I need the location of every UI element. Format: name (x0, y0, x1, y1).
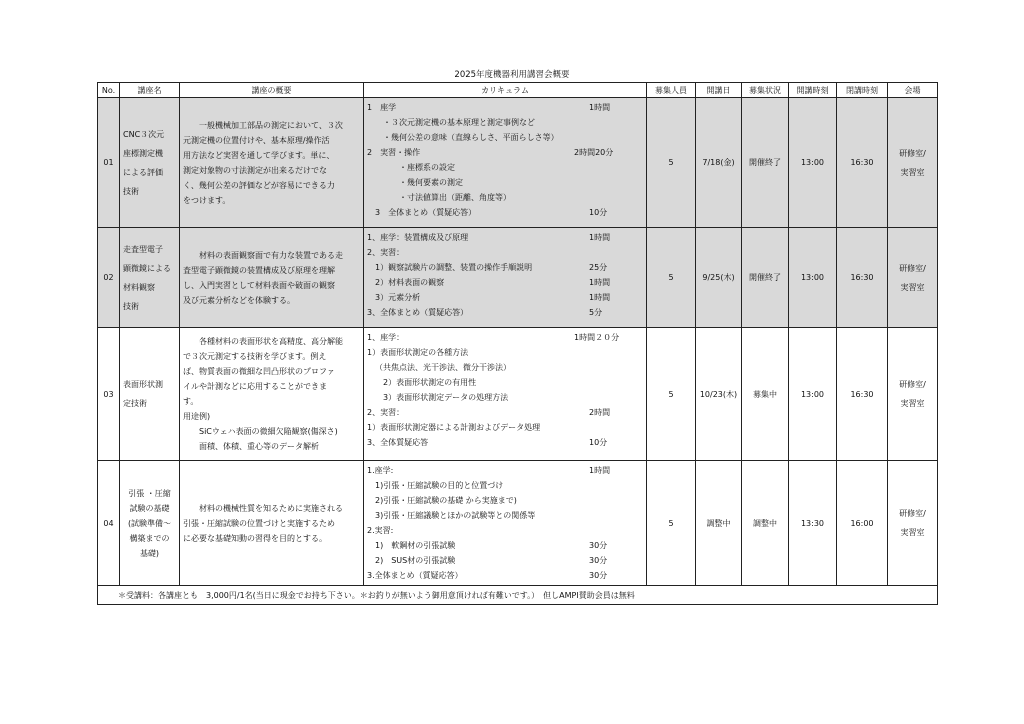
page-title: 2025年度機器利用講習会概要 (454, 70, 570, 80)
curriculum-item (367, 230, 643, 245)
venue-line: 実習室 (900, 399, 925, 408)
capacity: 5 (647, 461, 696, 586)
curriculum-item (367, 145, 643, 160)
overview-line: す。 (183, 397, 199, 406)
curriculum-text: 2 実習・操作 (367, 148, 421, 157)
curriculum-item (367, 130, 643, 145)
course-name-line: 表面形状測 (123, 380, 163, 389)
overview-line: 材料の表面観察面で有力な装置である走 (199, 250, 343, 260)
curriculum-item (367, 478, 643, 493)
course-name-line: 技術 (123, 301, 139, 311)
course-overview (180, 228, 364, 328)
start-time: 13:00 (789, 98, 837, 228)
curriculum-item (367, 508, 643, 523)
overview-line: で３次元測定する技術を学びます。例え (183, 352, 327, 361)
course-name-line: 顕微鏡による (123, 263, 171, 273)
curriculum-duration: 2時間20分 (574, 148, 614, 157)
course-overview (180, 98, 364, 228)
course-date: 7/18(金) (696, 98, 742, 228)
status-badge: 開催終了 (742, 228, 789, 328)
curriculum-item (367, 290, 643, 305)
curriculum-text: 2.実習: (367, 526, 394, 535)
table-row (98, 228, 938, 328)
curriculum-text: 3)引張・圧縮議験とほかの試験等との関係等 (375, 511, 536, 520)
curriculum-list (367, 463, 643, 583)
end-time: 16:30 (837, 98, 888, 228)
overview-line: 一般機械加工部品の測定において、３次 (199, 120, 343, 130)
course-name-line: 基礎) (139, 548, 160, 558)
venue (888, 228, 938, 328)
overview-line: 面積、体積、重心等のデータ解析 (199, 442, 319, 451)
venue-line: 研修室/ (899, 263, 926, 273)
course-curriculum (364, 228, 647, 328)
curriculum-text: ・３次元測定機の基本原理と測定事例など (383, 118, 535, 127)
course-name-line: 試験の基礎 (129, 503, 170, 513)
curriculum-text: 2）表面形状測定の有用性 (383, 378, 477, 387)
course-name-line: 定技術 (123, 399, 147, 408)
header-course-name: 講座名 (120, 83, 180, 98)
curriculum-item (367, 205, 643, 220)
overview-line: 材料の機械性質を知るために実施される (199, 503, 343, 513)
end-time: 16:00 (837, 461, 888, 586)
start-time: 13:00 (789, 228, 837, 328)
curriculum-text: 3 全体まとめ（質疑応答） (375, 208, 477, 217)
curriculum-duration: 5分 (589, 308, 603, 317)
table-row (98, 461, 938, 586)
curriculum-duration: 25分 (589, 263, 608, 272)
overview-line: 測定対象物の寸法測定が出来るだけでな (183, 165, 327, 175)
overview-line: に必要な基礎知動の習得を目的とする。 (183, 533, 327, 543)
curriculum-text: 2）材料表面の観察 (375, 278, 445, 287)
venue-line: 研修室/ (899, 509, 926, 518)
curriculum-text: 3、全体まとめ（質疑応答） (367, 308, 469, 317)
curriculum-item (367, 305, 643, 320)
course-no: 01 (98, 98, 120, 228)
course-date: 調整中 (696, 461, 742, 586)
curriculum-text: 3）元素分析 (375, 293, 421, 302)
curriculum-text: 3、全体質疑応答 (367, 438, 429, 447)
curriculum-item (367, 360, 643, 375)
header-venue: 会場 (888, 83, 938, 98)
curriculum-text: 2、実習： (367, 408, 405, 417)
curriculum-text: ・幾何公差の意味（直線らしさ、平面らしさ等） (383, 133, 559, 142)
curriculum-item (367, 493, 643, 508)
curriculum-text: 2) SUS材の引張試験 (375, 556, 456, 565)
course-name-line: (試験準備～ (127, 518, 172, 528)
curriculum-text: （共焦点法、光干渉法、微分干渉法） (375, 363, 511, 372)
table-row (98, 328, 938, 461)
curriculum-duration: 1時間 (589, 233, 611, 242)
curriculum-item (367, 568, 643, 583)
venue-line: 実習室 (900, 167, 925, 177)
course-name (120, 328, 180, 461)
overview-line: をつけます。 (183, 195, 231, 205)
header-row (98, 83, 938, 98)
curriculum-text: 2、実習： (367, 248, 405, 257)
footer-row (98, 586, 938, 605)
venue-line: 実習室 (900, 528, 925, 537)
course-overview (180, 461, 364, 586)
curriculum-item (367, 463, 643, 478)
header-end-time: 閉講時刻 (837, 83, 888, 98)
table-row (98, 98, 938, 228)
curriculum-item (367, 275, 643, 290)
curriculum-text: 1.座学: (367, 466, 394, 475)
curriculum-item (367, 245, 643, 260)
overview-line: し、入門実習として材料表面や破面の観察 (183, 280, 335, 290)
curriculum-duration: 1時間２０分 (574, 333, 620, 342)
curriculum-text: ・寸法値算出（距離、角度等） (399, 193, 511, 202)
capacity: 5 (647, 98, 696, 228)
curriculum-text: ・幾何要素の測定 (399, 178, 463, 187)
course-name (120, 461, 180, 586)
overview-line: 各種材料の表面形状を高精度、高分解能 (199, 337, 343, 346)
venue-line: 実習室 (900, 282, 925, 292)
course-name-line: 走査型電子 (123, 244, 163, 254)
end-time: 16:30 (837, 228, 888, 328)
curriculum-text: 3）表面形状測定データの処理方法 (383, 393, 509, 402)
curriculum-duration: 2時間 (589, 408, 611, 417)
curriculum-item (367, 175, 643, 190)
curriculum-item (367, 553, 643, 568)
course-curriculum (364, 328, 647, 461)
course-date: 9/25(木) (696, 228, 742, 328)
curriculum-duration: 1時間 (589, 466, 611, 475)
course-curriculum (364, 461, 647, 586)
fee-note: ＊受講料：各講座とも 3,000円/1名(当日に現金でお持ち下さい。＊お釣りが無いよう御用意頂ければ有難いです。） 但しAMPI賛助会員は無料 (98, 586, 938, 605)
curriculum-text: 1）表面形状測定の各種方法 (367, 348, 469, 357)
curriculum-duration: 10分 (589, 438, 608, 447)
overview-line: SiCウェハ表面の微細欠陥観察(傷深さ) (199, 427, 338, 436)
curriculum-item (367, 435, 643, 450)
course-name-line: 引張 ・圧縮 (128, 488, 171, 498)
course-overview (180, 328, 364, 461)
status-badge: 募集中 (742, 328, 789, 461)
curriculum-item (367, 190, 643, 205)
overview-line: イルや計測などに応用することができま (183, 382, 327, 391)
course-name-line: CNC３次元 (123, 129, 165, 139)
venue (888, 98, 938, 228)
header-no: No. (98, 83, 120, 98)
curriculum-item (367, 375, 643, 390)
capacity: 5 (647, 228, 696, 328)
curriculum-text: 1）表面形状測定器による計測およびデータ処理 (367, 423, 541, 432)
overview-line: 及び元素分析などを体験する。 (183, 295, 295, 305)
curriculum-item (367, 523, 643, 538)
overview-line: 引張・圧縮試験の位置づけと実施するため (183, 518, 335, 528)
curriculum-list (367, 230, 643, 320)
course-name-line: 技術 (123, 186, 139, 196)
curriculum-text: 1）観察試験片の調整、装置の操作手順説明 (375, 263, 533, 272)
curriculum-item (367, 115, 643, 130)
course-name-line: による評価 (123, 167, 163, 177)
venue (888, 328, 938, 461)
overview-line: ば、物質表面の微細な凹凸形状のプロファ (183, 367, 335, 376)
course-date: 10/23(木) (696, 328, 742, 461)
curriculum-list (367, 330, 643, 450)
curriculum-item (367, 330, 643, 345)
status-badge: 調整中 (742, 461, 789, 586)
curriculum-text: 3.全体まとめ（質疑応答） (367, 571, 463, 580)
curriculum-text: 1)引張・圧縮試験の目的と位置づけ (375, 481, 504, 490)
overview-line: 用方法など実習を通して学びます。単に、 (183, 150, 335, 160)
overview-line: く、幾何公差の評価などが容易にできる力 (183, 180, 335, 190)
start-time: 13:00 (789, 328, 837, 461)
curriculum-duration: 10分 (589, 208, 608, 217)
curriculum-list (367, 100, 643, 220)
header-overview: 講座の概要 (180, 83, 364, 98)
venue (888, 461, 938, 586)
venue-line: 研修室/ (899, 148, 926, 158)
curriculum-item (367, 260, 643, 275)
overview-line: 元測定機の位置付けや、基本原理/操作活 (183, 135, 330, 145)
curriculum-text: ・座標系の設定 (399, 163, 455, 172)
curriculum-item (367, 345, 643, 360)
curriculum-text: 1、座学：装置構成及び原理 (367, 233, 469, 242)
header-capacity: 募集人員 (647, 83, 696, 98)
course-name (120, 98, 180, 228)
header-start-time: 開講時刻 (789, 83, 837, 98)
curriculum-duration: 30分 (589, 541, 608, 550)
curriculum-item (367, 405, 643, 420)
start-time: 13:30 (789, 461, 837, 586)
header-status: 募集状況 (742, 83, 789, 98)
curriculum-text: 1) 軟鋼材の引張試験 (375, 541, 456, 550)
curriculum-duration: 30分 (589, 556, 608, 565)
curriculum-item (367, 538, 643, 553)
curriculum-duration: 30分 (589, 571, 608, 580)
capacity: 5 (647, 328, 696, 461)
curriculum-text: 2)引張・圧縮試験の基礎 から実施まで) (375, 496, 517, 505)
curriculum-item (367, 100, 643, 115)
course-no: 03 (98, 328, 120, 461)
curriculum-duration: 1時間 (589, 103, 611, 112)
curriculum-duration: 1時間 (589, 293, 611, 302)
curriculum-text: 1 座学 (367, 103, 397, 112)
course-curriculum (364, 98, 647, 228)
course-name (120, 228, 180, 328)
curriculum-text: 1、座学： (367, 333, 405, 342)
course-name-line: 構築までの (129, 533, 170, 543)
venue-line: 研修室/ (899, 380, 926, 389)
overview-line: 査型電子顕微鏡の装置構成及び原理を理解 (183, 265, 335, 275)
course-table (97, 82, 938, 605)
curriculum-duration: 1時間 (589, 278, 611, 287)
course-name-line: 材料観察 (123, 282, 155, 292)
overview-line: 用途例) (183, 412, 211, 421)
course-no: 02 (98, 228, 120, 328)
course-no: 04 (98, 461, 120, 586)
curriculum-item (367, 390, 643, 405)
curriculum-item (367, 420, 643, 435)
end-time: 16:30 (837, 328, 888, 461)
header-curriculum: カリキュラム (364, 83, 647, 98)
status-badge: 開催終了 (742, 98, 789, 228)
course-name-line: 座標測定機 (123, 148, 163, 158)
header-date: 開講日 (696, 83, 742, 98)
curriculum-item (367, 160, 643, 175)
